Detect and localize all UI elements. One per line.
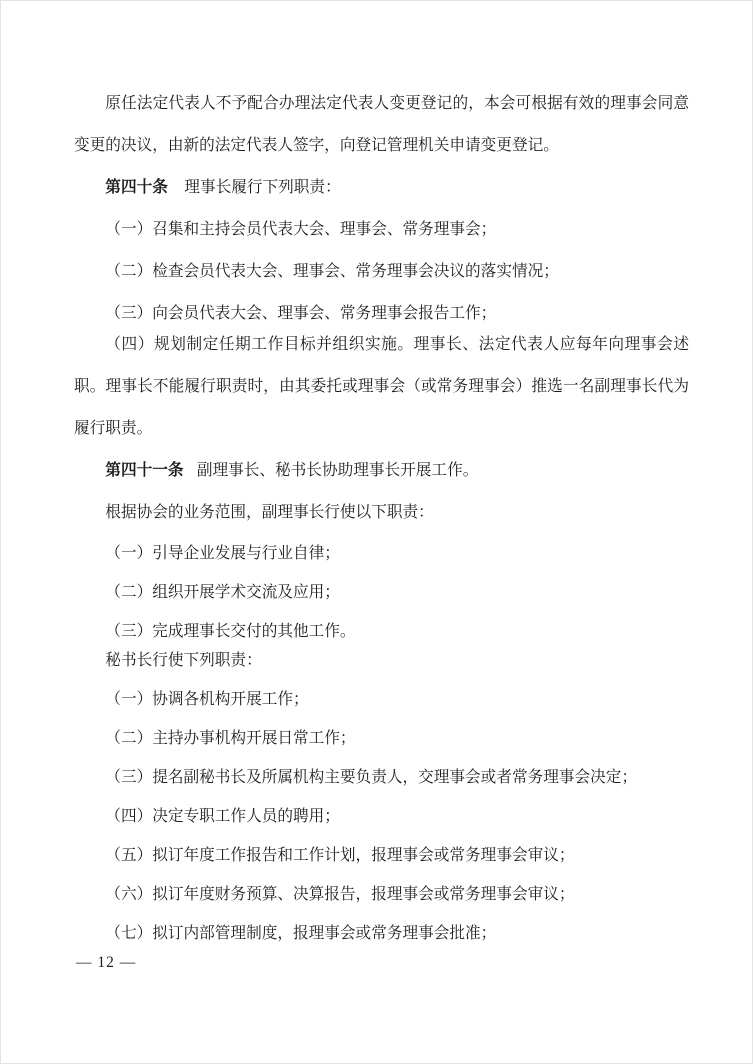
secretary-item-3: （三）提名副秘书长及所属机构主要负责人，交理事会或者常务理事会决定； [105,769,638,786]
article-41-number: 第四十一条 [105,462,184,479]
vice-chair-item-1: （一）引导企业发展与行业自律； [105,545,340,562]
secretary-duties-intro: 秘书长行使下列职责： [105,652,262,669]
article-40-heading [74,167,689,209]
article-40-number: 第四十条 [105,179,168,196]
article-40-item-1: （一）召集和主持会员代表大会、理事会、常务理事会； [105,221,497,238]
article-40-item-2: （二）检查会员代表大会、理事会、常务理事会决议的落实情况； [105,263,559,280]
article-40-item-3: （三）向会员代表大会、理事会、常务理事会报告工作； [105,305,497,322]
article-41-intro: 副理事长、秘书长协助理事长开展工作。 [196,462,479,479]
article-40-item-4: （四）规划制定任期工作目标并组织实施。理事长、法定代表人应每年向理事会述职。理事长不能履行职责时，由其委托或理事会（或常务理事会）推选一名副理事长代为履行职责。 [74,336,689,437]
page-number: — 12 — [76,954,137,971]
secretary-item-5: （五）拟订年度工作报告和工作计划，报理事会或常务理事会审议； [105,847,575,864]
article-41-heading [74,450,689,492]
secretary-item-2: （二）主持办事机构开展日常工作； [105,730,356,747]
article-40-intro: 理事长履行下列职责： [184,179,341,196]
vice-chair-item-3: （三）完成理事长交付的其他工作。 [105,623,356,640]
secretary-item-7: （七）拟订内部管理制度，报理事会或常务理事会批准； [105,925,497,942]
secretary-item-1: （一）协调各机构开展工作； [105,691,309,708]
secretary-item-4: （四）决定专职工作人员的聘用； [105,808,340,825]
paragraph-legal-rep-change: 原任法定代表人不予配合办理法定代表人变更登记的，本会可根据有效的理事会同意变更的决议，由新的法定代表人签字，向登记管理机关申请变更登记。 [74,95,689,154]
document-body [74,83,689,953]
secretary-item-6: （六）拟订年度财务预算、决算报告，报理事会或常务理事会审议； [105,886,575,903]
vice-chair-item-2: （二）组织开展学术交流及应用； [105,584,340,601]
vice-chair-duties-intro: 根据协会的业务范围，副理事长行使以下职责： [105,504,434,521]
